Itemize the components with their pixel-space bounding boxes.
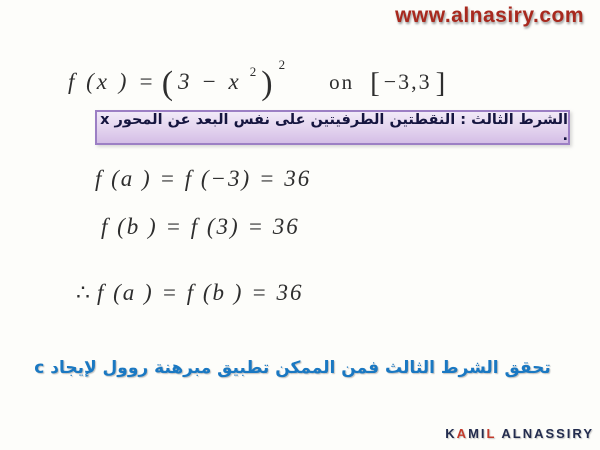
function-definition [68, 42, 446, 102]
signature-letter: K [445, 426, 457, 441]
equation-conclusion [76, 280, 303, 306]
outer-exponent: 2 [278, 57, 286, 72]
equation-f-a [95, 166, 311, 192]
third-condition-box [95, 110, 570, 145]
open-bracket: [ [370, 67, 380, 99]
on-label: on [329, 70, 355, 94]
conclusion-text: تحقق الشرط الثالث فمن الممكن تطبيق مبرهنة روول لإيجاد c [34, 358, 551, 378]
formula-inner-body: 3 − x [178, 69, 242, 94]
author-signature [445, 426, 594, 441]
signature-letter: MI [468, 426, 487, 441]
interval-values: −3,3 [383, 69, 432, 94]
third-condition-text: الشرط الثالث : النقطتين الطرفيتين على نفس البعد عن المحور x . [100, 111, 568, 144]
equation-body: f (a ) = f (b ) = 36 [97, 280, 304, 305]
close-bracket: ] [435, 67, 446, 99]
signature-letter: A [456, 426, 469, 441]
signature-letter: L [486, 426, 497, 441]
equation-f-b [101, 214, 300, 240]
equation-body: f (a ) = f (−3) = 36 [95, 166, 312, 191]
close-paren: ) [261, 65, 273, 102]
formula-lhs: f (x ) = [68, 69, 157, 94]
open-paren: ( [161, 65, 174, 102]
signature-letter: ALNASSIRY [496, 426, 594, 441]
inner-exponent: 2 [249, 64, 257, 79]
website-url: www.alnasiry.com [395, 4, 584, 27]
therefore-symbol: ∴ [76, 280, 90, 305]
equation-body: f (b ) = f (3) = 36 [101, 214, 300, 239]
